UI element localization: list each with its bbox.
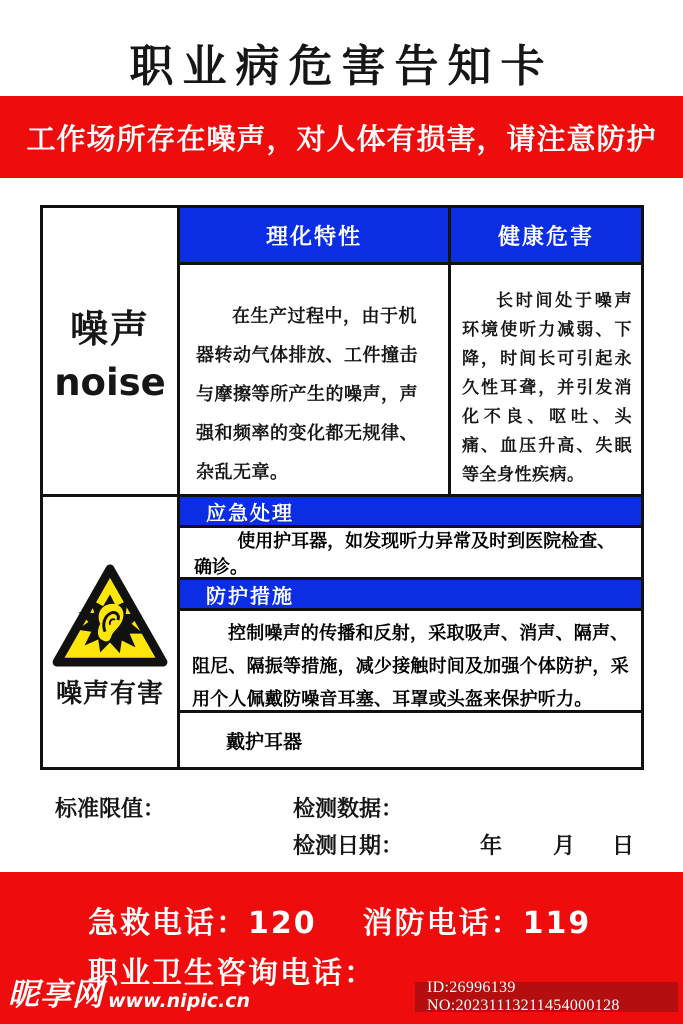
page-title: 职业病危害告知卡: [129, 41, 554, 92]
consult-phone-line: 职业卫生咨询电话：: [88, 956, 376, 991]
warning-sign-cell: [43, 497, 180, 767]
banner-text: 工作场所存在噪声，对人体有损害，请注意防护: [26, 121, 657, 156]
hazard-info-table: [40, 205, 644, 770]
watermark-site-url: www.nipic.cn: [108, 990, 251, 1012]
hazard-name-en: noise: [54, 361, 166, 404]
footer-banner: [0, 872, 683, 1024]
measures-stack: [180, 497, 641, 767]
ppe-text: 戴护耳器: [226, 730, 303, 753]
hazard-name-cell: [43, 208, 180, 497]
health-hazard-header: 健康危害: [451, 208, 641, 265]
emergency-phones-line: [88, 898, 591, 942]
physical-properties-text: 在生产过程中，由于机器转动气体排放、工件撞击与摩擦等所产生的噪声，声强和频率的变化都无规律、杂乱无章。: [180, 265, 451, 497]
year-label: 年: [480, 834, 503, 859]
warning-label: 噪声有害: [55, 679, 164, 709]
fire-phone-number: 119: [522, 906, 592, 941]
day-label: 日: [612, 834, 635, 859]
emergency-section-text: [180, 528, 641, 580]
standard-limit-label: 标准限值：: [55, 797, 166, 822]
hazard-warning-banner: [0, 96, 683, 178]
protection-section-header: 防护措施: [180, 580, 641, 611]
image-id-badge: ID:26996139 NO:20231113211454000128: [415, 982, 678, 1012]
hazard-name-cn: 噪声: [69, 307, 150, 351]
site-watermark: [8, 969, 250, 1014]
test-data-label: 检测数据：: [293, 797, 404, 822]
fire-phone-label: 消防电话：: [362, 906, 523, 941]
emergency-phone-label: 急救电话：: [88, 906, 248, 941]
health-hazard-text: 长时间处于噪声环境使听力减弱、下降，时间长可引起永久性耳聋，并引发消化不良、呕吐、头痛、血压升高、失眠等全身性疾病。: [451, 265, 641, 497]
emergency-phone-number: 120: [248, 906, 317, 941]
physical-properties-header: 理化特性: [180, 208, 451, 265]
month-label: 月: [553, 834, 576, 859]
watermark-site-name: 昵享网: [8, 977, 104, 1013]
emergency-text: 使用护耳器，如发现听力异常及时到医院检查、确诊。: [194, 530, 616, 578]
test-date-label: 检测日期：: [293, 834, 404, 859]
protection-section-text: 控制噪声的传播和反射，采取吸声、消声、隔声、阻尼、隔振等措施，减少接触时间及加强个体防护，采用个人佩戴防噪音耳塞、耳罩或头盔来保护听力。: [180, 611, 641, 713]
emergency-section-header: 应急处理: [180, 497, 641, 528]
noise-hazard-triangle-ear-icon: [51, 563, 169, 669]
